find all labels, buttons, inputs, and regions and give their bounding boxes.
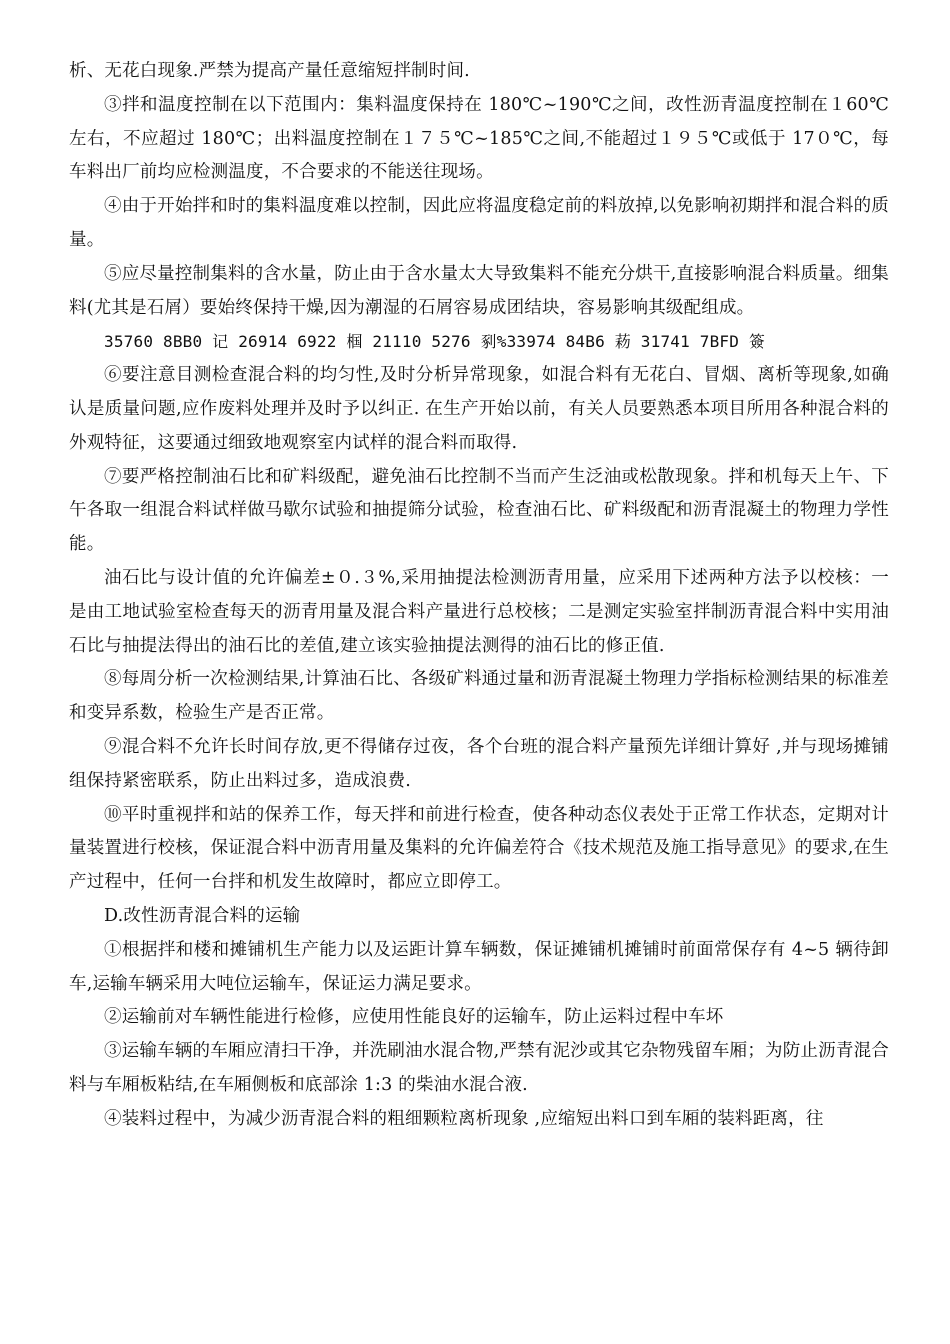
paragraph: ②运输前对车辆性能进行检修，应使用性能良好的运输车，防止运料过程中车坏 bbox=[104, 1007, 724, 1028]
paragraph: ③运输车辆的车厢应清扫干净，并洗刷油水混合物,严禁有泥沙或其它杂物残留车厢；为防止沥青混合料与车厢板粘结,在车厢侧板和底部涂 1:3 的柴油水混合液. bbox=[69, 1041, 889, 1095]
paragraph: ④由于开始拌和时的集料温度难以控制，因此应将温度稳定前的料放掉,以免影响初期拌和混合料的质量。 bbox=[69, 196, 889, 250]
paragraph: ④装料过程中，为减少沥青混合料的粗细颗粒离析现象 ,应缩短出料口到车厢的装料距离，往 bbox=[104, 1108, 824, 1129]
paragraph: ⑤应尽量控制集料的含水量，防止由于含水量太大导致集料不能充分烘干,直接影响混合料质量。细集料(尤其是石屑）要始终保持干燥,因为潮湿的石屑容易成团结块，容易影响其级配组成。 bbox=[69, 263, 889, 318]
paragraph: ⑨混合料不允许长时间存放,更不得储存过夜，各个台班的混合料产量预先详细计算好 ,并与现场摊铺组保持紧密联系，防止出料过多，造成浪费. bbox=[69, 736, 889, 791]
paragraph: 油石比与设计值的允许偏差±０.３%,采用抽提法检测沥青用量，应采用下述两种方法予以校核：一是由工地试验室检查每天的沥青用量及混合料产量进行总校核；二是测定实验室拌制沥青混合料中实用油石比与抽提法得出的油石比的差值,建立该实验抽提法测得的油石比的修正值. bbox=[69, 567, 889, 656]
paragraph: ③拌和温度控制在以下范围内：集料温度保持在 180℃~190℃之间，改性沥青温度控制在１60℃左右，不应超过 180℃；出料温度控制在１７５℃~185℃之间,不能超过１９５℃或低于 17０℃，每车料出厂前均应检测温度，不合要求的不能送往现场。 bbox=[69, 94, 889, 183]
paragraph: 析、无花白现象.严禁为提高产量任意缩短拌制时间. bbox=[69, 61, 470, 81]
document-body bbox=[69, 55, 889, 1137]
paragraph: ⑥要注意目测检查混合料的均匀性,及时分析异常现象，如混合料有无花白、冒烟、离析等现象,如确认是质量问题,应作废料处理并及时予以纠正. 在生产开始以前，有关人员要熟悉本项目所用各种混合料的外观特征，这要通过细致地观察室内试样的混合料而取得. bbox=[69, 365, 889, 453]
paragraph: ⑦要严格控制油石比和矿料级配，避免油石比控制不当而产生泛油或松散现象。拌和机每天上午、下午各取一组混合料试样做马歇尔试验和抽提筛分试验，检查油石比、矿料级配和沥青混凝土的物理力学性能。 bbox=[69, 466, 889, 555]
paragraph: ①根据拌和楼和摊铺机生产能力以及运距计算车辆数，保证摊铺机摊铺时前面常保存有 4~5 辆待卸车,运输车辆采用大吨位运输车，保证运力满足要求。 bbox=[69, 939, 889, 994]
paragraph: ⑧每周分析一次检测结果,计算油石比、各级矿料通过量和沥青混凝土物理力学指标检测结果的标准差和变异系数，检验生产是否正常。 bbox=[69, 669, 889, 724]
paragraph: ⑩平时重视拌和站的保养工作，每天拌和前进行检查，使各种动态仪表处于正常工作状态，定期对计量装置进行校核，保证混合料中沥青用量及集料的允许偏差符合《技术规范及施工指导意见》的要求,在生产过程中，任何一台拌和机发生故障时，都应立即停工。 bbox=[69, 804, 889, 893]
paragraph: D.改性沥青混合料的运输 bbox=[104, 905, 301, 926]
garbled-text-line: 35760 8BB0 记 26914 6922 椢 21110 5276 剢%33974 84B6 菞 31741 7BFD 簽 bbox=[104, 332, 766, 352]
